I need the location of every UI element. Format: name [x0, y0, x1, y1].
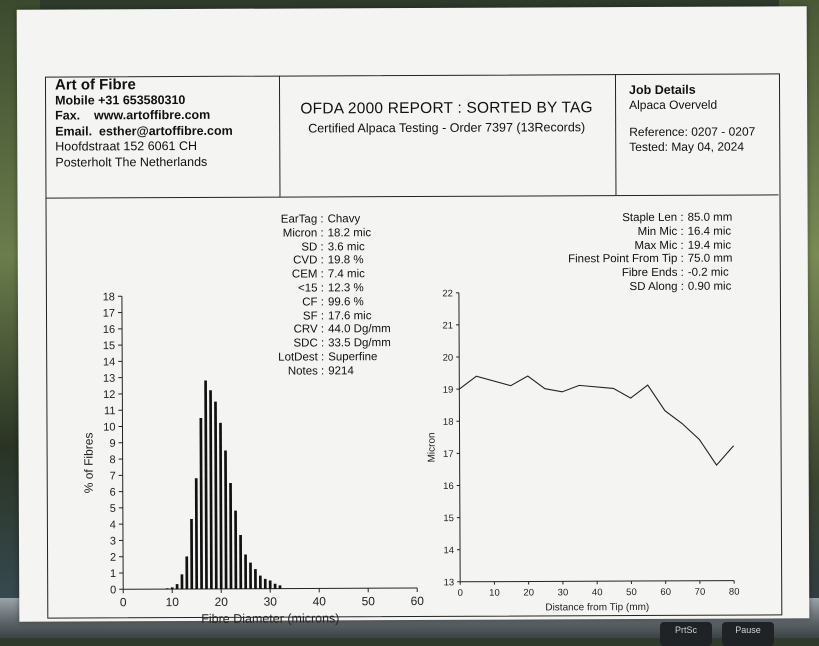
line-x-tick-label: 70: [695, 587, 706, 598]
hist-y-label: % of Fibres: [82, 433, 96, 494]
micron-profile-chart: [17, 6, 810, 621]
staple-stat-value: 19.4 mic: [684, 239, 748, 253]
company-email: Email. esther@artoffibre.com: [55, 123, 233, 139]
hist-y-tick-label: 5: [110, 503, 116, 515]
hist-y-tick-label: 7: [110, 470, 116, 482]
sample-stat-value: 9214: [324, 365, 398, 379]
hist-x-tick-label: 50: [362, 594, 376, 608]
line-x-tick-label: 60: [660, 587, 671, 598]
hist-y-tick-label: 8: [109, 454, 115, 466]
hist-y-tick-label: 3: [110, 535, 116, 547]
hist-y-tick-label: 13: [103, 373, 115, 385]
staple-stat-label: Min Mic :: [518, 226, 684, 241]
job-client: Alpaca Overveld: [629, 98, 755, 114]
micron-profile-line: [459, 375, 733, 466]
hist-y-tick-label: 17: [103, 308, 115, 320]
line-x-tick-label: 40: [592, 587, 603, 598]
sample-stat-value: 33.5 Dg/mm: [324, 337, 398, 351]
hist-x-tick-label: 30: [264, 595, 278, 609]
hist-y-tick-label: 16: [103, 324, 115, 336]
staple-stat-label: Max Mic :: [518, 239, 684, 254]
line-y-label: Micron: [427, 432, 438, 462]
sample-stat-label: CVD :: [240, 255, 324, 269]
prtsc-key: PrtSc: [660, 622, 712, 646]
sample-stat-label: Micron :: [240, 227, 324, 241]
hist-y-tick-label: 18: [103, 291, 115, 303]
job-reference: Reference: 0207 - 0207: [629, 125, 755, 141]
company-mobile: Mobile +31 653580310: [55, 92, 233, 108]
sample-stat-label: Notes :: [240, 365, 324, 379]
sample-stat-label: SDC :: [240, 338, 324, 352]
hist-y-tick-label: 9: [109, 438, 115, 450]
sample-stat-value: 18.2 mic: [324, 227, 398, 241]
staple-stat-label: Staple Len :: [518, 212, 684, 227]
hist-y-tick-label: 14: [103, 356, 115, 368]
sample-stat-value: 3.6 mic: [324, 241, 398, 255]
company-fax: Fax. www.artoffibre.com: [55, 108, 233, 124]
line-y-tick-label: 13: [444, 577, 455, 588]
line-y-tick-label: 16: [443, 481, 454, 492]
sample-stat-label: CRV :: [240, 324, 324, 338]
hist-x-tick-label: 20: [215, 595, 229, 609]
hist-y-tick-label: 4: [110, 519, 116, 531]
line-y-axis: [459, 293, 460, 582]
sample-stat-value: 17.6 mic: [324, 310, 398, 324]
sample-stat-value: 44.0 Dg/mm: [324, 323, 398, 337]
job-heading: Job Details: [629, 83, 755, 99]
staple-stat-value: 85.0 mm: [684, 212, 748, 226]
line-x-tick-label: 50: [626, 587, 637, 598]
staple-stat-label: Fibre Ends :: [518, 267, 684, 282]
report-title: OFDA 2000 REPORT : SORTED BY TAG: [279, 99, 614, 118]
sample-stat-label: LotDest :: [240, 351, 324, 365]
sample-stat-label: SD :: [240, 241, 324, 255]
staple-stat-value: 0.90 mic: [684, 281, 748, 295]
line-y-tick-label: 18: [443, 417, 454, 428]
line-y-tick-label: 22: [442, 288, 453, 299]
pause-key: Pause: [722, 622, 774, 646]
sample-stat-label: CEM :: [240, 269, 324, 283]
hist-y-tick-label: 11: [104, 405, 115, 417]
sample-stat-value: Chavy: [324, 213, 398, 227]
hist-y-tick-label: 0: [110, 584, 116, 596]
hist-y-tick-label: 1: [110, 568, 116, 580]
sample-stat-label: SF :: [240, 310, 324, 324]
staple-stat-value: -0.2 mic: [684, 267, 748, 281]
hist-x-label: Fibre Diameter (microns): [201, 611, 339, 626]
line-y-tick-label: 15: [443, 513, 454, 524]
hist-y-tick-label: 15: [103, 340, 115, 352]
hist-x-tick-label: 10: [166, 595, 180, 609]
staple-stat-value: 16.4 mic: [684, 225, 748, 239]
staple-stat-value: 75.0 mm: [684, 253, 748, 267]
report-subtitle: Certified Alpaca Testing - Order 7397 (13Records): [279, 120, 614, 135]
sample-stat-value: 7.4 mic: [324, 268, 398, 282]
sample-stat-value: 12.3 %: [324, 282, 398, 296]
hist-y-tick-label: 2: [110, 552, 116, 564]
staple-stat-label: Finest Point From Tip :: [518, 253, 684, 268]
sample-stat-value: 99.6 %: [324, 296, 398, 310]
line-x-tick-label: 80: [729, 587, 740, 598]
company-name: Art of Fibre: [55, 77, 233, 93]
staple-stat-label: SD Along :: [518, 281, 684, 296]
line-x-label: Distance from Tip (mm): [545, 602, 649, 613]
hist-y-tick-label: 10: [103, 422, 115, 434]
line-x-tick-label: 0: [458, 588, 463, 599]
sample-stat-label: <15 :: [240, 282, 324, 296]
line-y-tick-label: 21: [442, 320, 453, 331]
hist-y-tick-label: 12: [103, 389, 115, 401]
sample-stat-label: EarTag :: [240, 213, 324, 227]
report-paper: [17, 6, 810, 621]
hist-x-tick-label: 0: [120, 595, 127, 609]
sample-stat-label: CF :: [240, 296, 324, 310]
line-x-tick-label: 20: [523, 587, 534, 598]
hist-y-tick-label: 6: [110, 487, 116, 499]
job-tested: Tested: May 04, 2024: [629, 140, 755, 156]
line-y-tick-label: 20: [443, 353, 454, 364]
company-address-line2: Posterholt The Netherlands: [55, 154, 233, 170]
line-x-tick-label: 10: [489, 588, 500, 599]
hist-x-tick-label: 40: [313, 594, 327, 608]
company-address-line1: Hoofdstraat 152 6061 CH: [55, 139, 233, 155]
line-x-tick-label: 30: [558, 587, 569, 598]
line-y-tick-label: 17: [443, 449, 454, 460]
line-y-tick-label: 19: [443, 385, 454, 396]
hist-x-tick-label: 60: [411, 594, 425, 608]
line-y-tick-label: 14: [443, 545, 454, 556]
sample-stat-value: 19.8 %: [324, 254, 398, 268]
sample-stat-value: Superfine: [324, 351, 398, 365]
